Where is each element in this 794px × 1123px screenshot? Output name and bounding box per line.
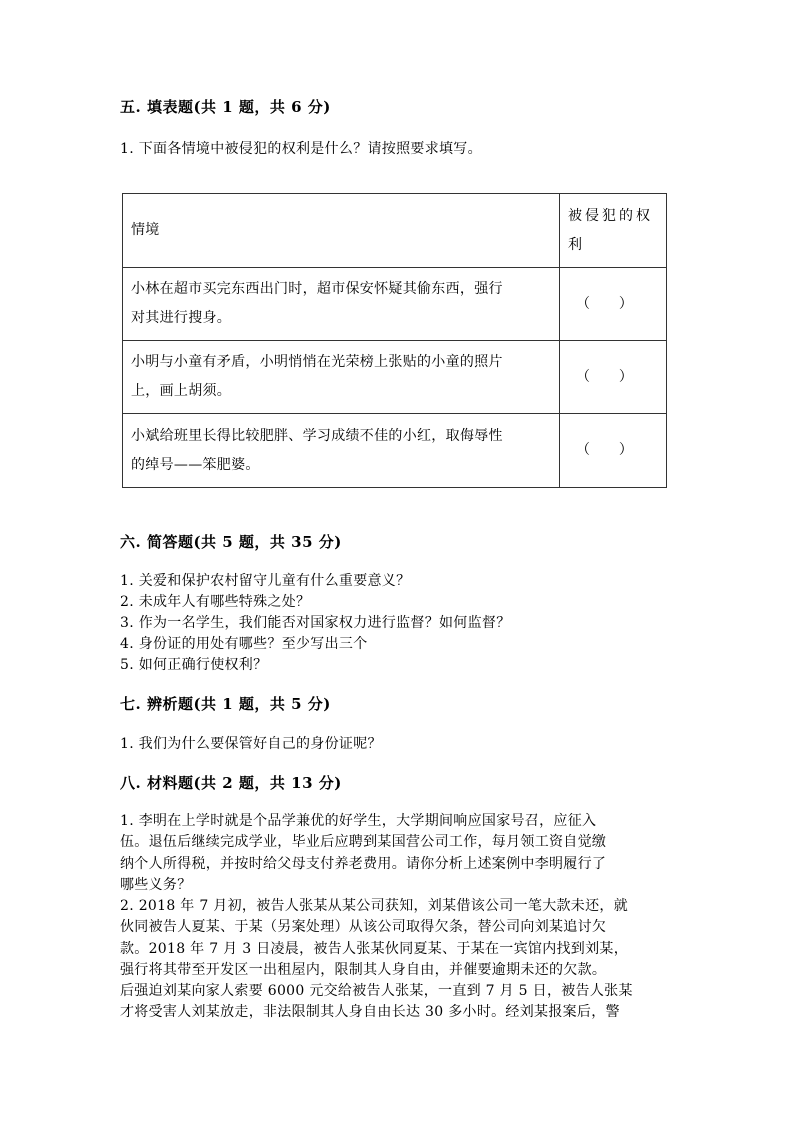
situation-line: 小林在超市买完东西出门时，超市保安怀疑其偷东西，强行 bbox=[131, 281, 503, 297]
short-answer-question: 1. 关爱和保护农村留守儿童有什么重要意义？ bbox=[120, 573, 411, 589]
section-5-question: 1. 下面各情境中被侵犯的权利是什么？请按照要求填写。 bbox=[120, 141, 482, 157]
situation-cell bbox=[123, 341, 560, 414]
table-row bbox=[123, 268, 667, 341]
situation-line: 的绰号——笨肥婆。 bbox=[131, 456, 260, 473]
header-violated-right bbox=[560, 194, 667, 268]
situation-line: 对其进行搜身。 bbox=[131, 310, 232, 326]
header-right-line2: 利 bbox=[568, 236, 583, 253]
answer-blank[interactable]: （ ） bbox=[576, 295, 634, 312]
table-row bbox=[123, 414, 667, 488]
short-answer-question: 5. 如何正确行使权利？ bbox=[120, 657, 268, 673]
paragraph-line: 纳个人所得税，并按时给父母支付养老费用。请你分析上述案例中李明履行了 bbox=[120, 855, 607, 872]
short-answer-question: 2. 未成年人有哪些特殊之处？ bbox=[120, 594, 311, 610]
situation-cell bbox=[123, 414, 560, 488]
answer-cell[interactable] bbox=[560, 268, 667, 341]
situation-line: 小明与小童有矛盾，小明悄悄在光荣榜上张贴的小童的照片 bbox=[131, 354, 503, 370]
paragraph-line: 强行将其带至开发区一出租屋内，限制其人身自由，并催要逾期未还的欠款。 bbox=[120, 961, 607, 978]
section-6-title: 六. 简答题(共 5 题，共 35 分) bbox=[120, 533, 342, 551]
situation-line: 上，画上胡须。 bbox=[131, 383, 232, 399]
paragraph-line: 伙同被告人夏某、于某（另案处理）从该公司取得欠条，替公司向刘某追讨欠 bbox=[120, 919, 607, 936]
paragraph-line: 款。2018 年 7 月 3 日凌晨，被告人张某伙同夏某、于某在一宾馆内找到刘某， bbox=[120, 940, 628, 957]
analysis-question: 1. 我们为什么要保管好自己的身份证呢？ bbox=[120, 736, 382, 752]
answer-blank[interactable]: （ ） bbox=[576, 368, 634, 385]
section-7-title: 七. 辨析题(共 1 题，共 5 分) bbox=[120, 695, 331, 713]
short-answer-question: 3. 作为一名学生，我们能否对国家权力进行监督？如何监督？ bbox=[120, 615, 511, 631]
paragraph-line: 1. 李明在上学时就是个品学兼优的好学生，大学期间响应国家号召，应征入 bbox=[120, 813, 597, 829]
paragraph-line: 才将受害人刘某放走，非法限制其人身自由长达 30 多小时。经刘某报案后，警 bbox=[120, 1004, 620, 1021]
paragraph-line: 伍。退伍后继续完成学业，毕业后应聘到某国营公司工作，每月领工资自觉缴 bbox=[120, 834, 607, 851]
table-row bbox=[123, 341, 667, 414]
material-question-1 bbox=[120, 811, 680, 896]
rights-table bbox=[122, 193, 667, 488]
section-5-title: 五. 填表题(共 1 题，共 6 分) bbox=[120, 98, 331, 116]
paragraph-line: 后强迫刘某向家人索要 6000 元交给被告人张某，一直到 7 月 5 日，被告人张某 bbox=[120, 983, 633, 1000]
header-right-line1: 被侵犯的权 bbox=[568, 207, 653, 224]
paragraph-line: 哪些义务？ bbox=[120, 876, 192, 893]
answer-cell[interactable] bbox=[560, 414, 667, 488]
short-answer-question: 4. 身份证的用处有哪些？至少写出三个 bbox=[120, 636, 368, 652]
paragraph-line: 2. 2018 年 7 月初，被告人张某从某公司获知，刘某借该公司一笔大款未还，就 bbox=[120, 898, 628, 914]
header-situation: 情境 bbox=[123, 194, 560, 268]
situation-cell bbox=[123, 268, 560, 341]
answer-blank[interactable]: （ ） bbox=[576, 442, 634, 458]
answer-cell[interactable] bbox=[560, 341, 667, 414]
material-question-2 bbox=[120, 896, 680, 1024]
situation-line: 小斌给班里长得比较肥胖、学习成绩不佳的小红，取侮辱性 bbox=[131, 427, 503, 444]
section-8-title: 八. 材料题(共 2 题，共 13 分) bbox=[120, 774, 342, 792]
table-header-row bbox=[123, 194, 667, 268]
